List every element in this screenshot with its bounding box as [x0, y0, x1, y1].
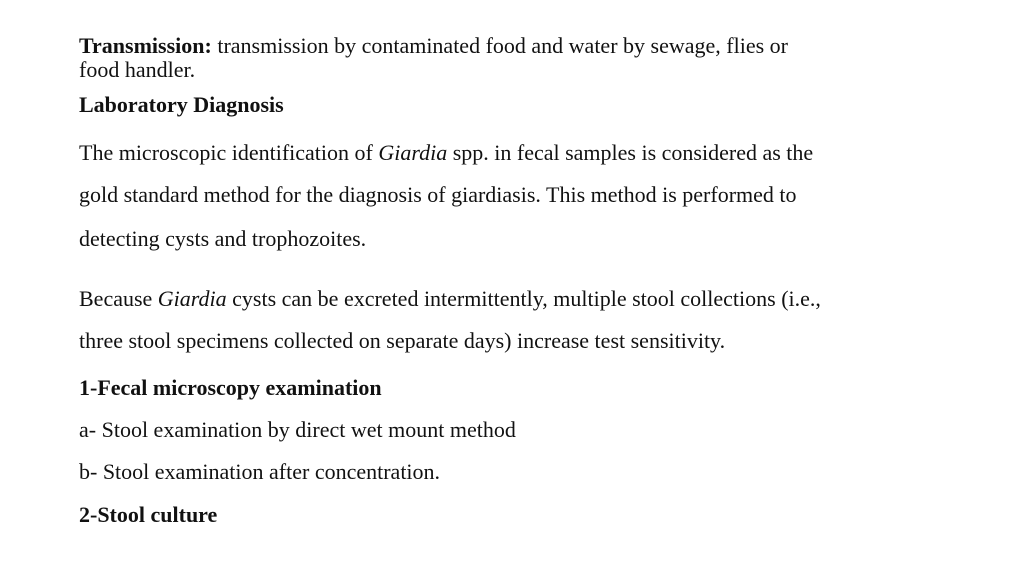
- paragraph-2-text: Because: [79, 286, 158, 311]
- paragraph-2-text: cysts can be excreted intermittently, multiple stool collections (i.e.,: [226, 286, 821, 311]
- lab-diagnosis-heading: Laboratory Diagnosis: [79, 92, 284, 117]
- paragraph-1-line-3: detecting cysts and trophozoites.: [79, 226, 367, 251]
- paragraph-1-text: The microscopic identification of: [79, 140, 379, 165]
- fecal-microscopy-heading: 1-Fecal microscopy examination: [79, 375, 382, 400]
- paragraph-1-text: spp. in fecal samples is considered as the: [447, 140, 814, 165]
- transmission-label: Transmission:: [79, 33, 212, 58]
- concentration-item: b- Stool examination after concentration.: [79, 459, 441, 484]
- transmission-text-continued: food handler.: [79, 57, 196, 82]
- wet-mount-item: a- Stool examination by direct wet mount method: [79, 417, 516, 442]
- paragraph-2-line-2: three stool specimens collected on separate days) increase test sensitivity.: [79, 328, 726, 353]
- genus-name-italic: Giardia: [157, 286, 227, 311]
- transmission-line: [79, 33, 788, 59]
- transmission-text: transmission by contaminated food and water by sewage, flies or: [211, 33, 788, 58]
- paragraph-1-line-1: [79, 140, 813, 166]
- paragraph-1-line-2: gold standard method for the diagnosis of giardiasis. This method is performed to: [79, 182, 797, 207]
- genus-name-italic: Giardia: [378, 140, 448, 165]
- paragraph-2-line-1: [79, 286, 821, 312]
- stool-culture-heading: 2-Stool culture: [79, 502, 218, 527]
